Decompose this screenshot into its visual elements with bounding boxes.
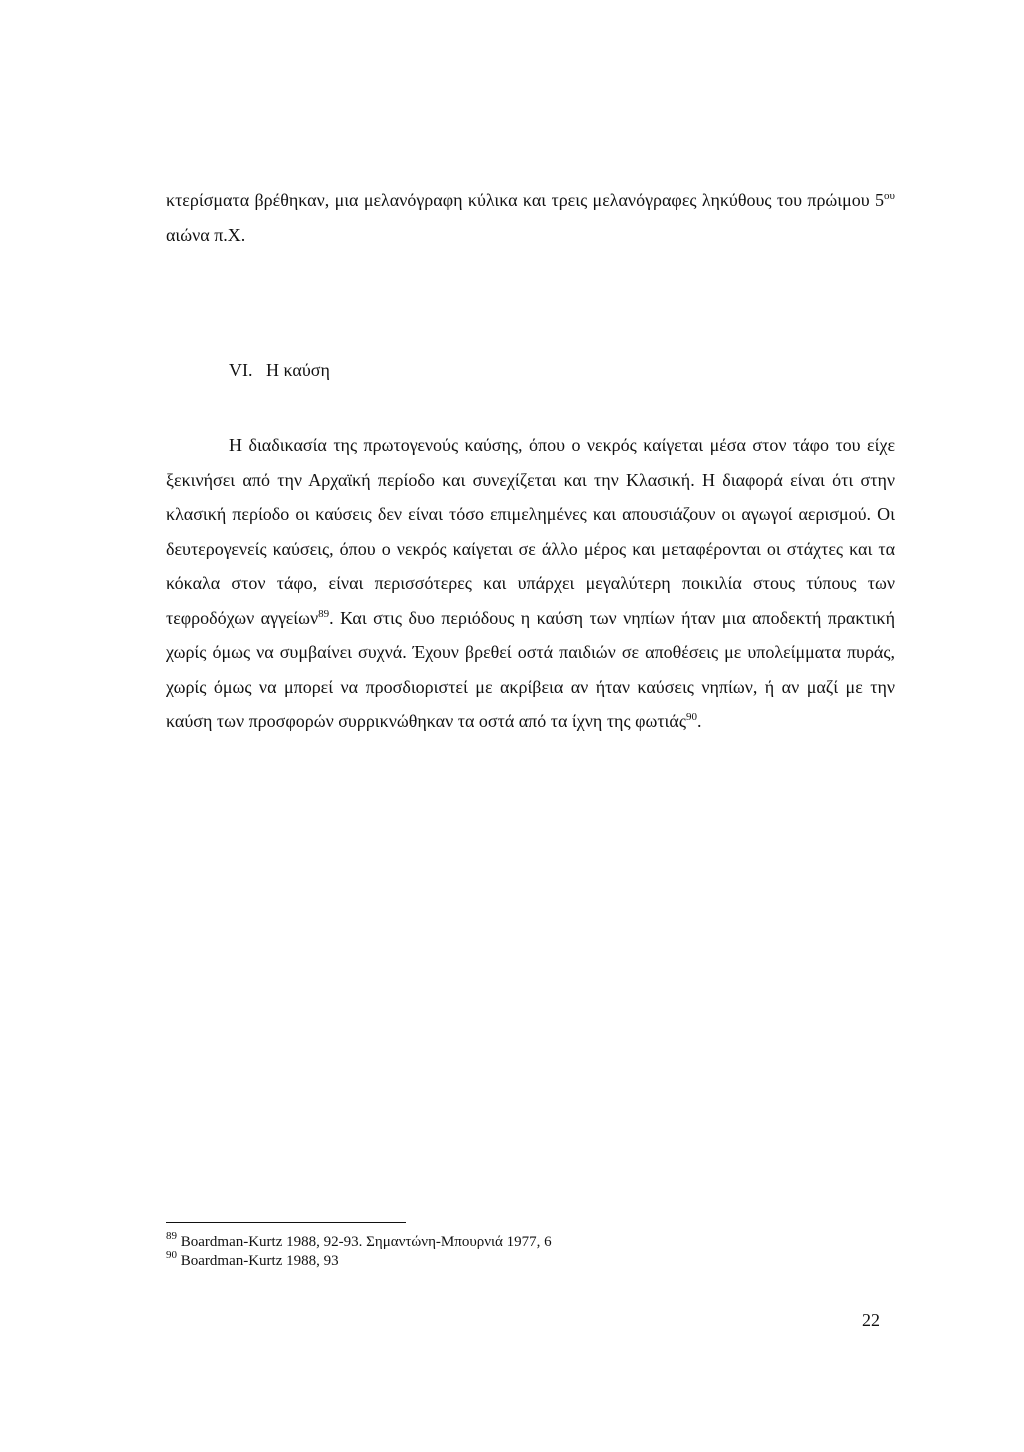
section-title: Η καύση bbox=[266, 360, 330, 380]
paragraph-text-part3: . bbox=[696, 711, 702, 731]
ordinal-suffix: ου bbox=[884, 190, 895, 202]
footnote bbox=[166, 1232, 552, 1252]
footnote bbox=[166, 1251, 339, 1271]
footnote-number: 89 bbox=[166, 1230, 177, 1242]
footnote-text: Boardman-Kurtz 1988, 92-93. Σημαντώνη-Μπουρνιά 1977, 6 bbox=[177, 1234, 552, 1250]
paragraph-text-part2: . Και στις δυο περιόδους η καύση των νηπίων ήταν μια αποδεκτή πρακτική χωρίς όμως να συμβαίνει συχνά. Έχουν βρεθεί οστά παιδιών σε αποθέσεις με υπολείμματα πυράς, χωρίς όμως να μπορεί να προσδιοριστεί με ακρίβεια αν ήταν καύσεις νηπίων, ή αν μαζί με την καύση των προσφορών συρρικνώθηκαν τα οστά από τα ίχνη της φωτιάς bbox=[166, 607, 895, 731]
paragraph-text-tail: αιώνα π.Χ. bbox=[166, 224, 246, 245]
paragraph-continued bbox=[166, 183, 895, 252]
paragraph-text: κτερίσματα βρέθηκαν, μια μελανόγραφη κύλικα και τρεις μελανόγραφες ληκύθους του πρώιμου 5 bbox=[166, 190, 885, 210]
paragraph-main bbox=[166, 428, 895, 739]
footnote-separator bbox=[166, 1222, 406, 1223]
paragraph-text-part1: Η διαδικασία της πρωτογενούς καύσης, όπου ο νεκρός καίγεται μέσα στον τάφο του είχε ξεκινήσει από την Αρχαϊκή περίοδο και συνεχίζεται και την Κλασική. Η διαφορά είναι ότι στην κλασική περίοδο οι καύσεις δεν είναι τόσο επιμελημένες και απουσιάζουν οι αγωγοί αερισμού. Οι δευτερογενείς καύσεις, όπου ο νεκρός καίγεται σε άλλο μέρος και μεταφέρονται οι στάχτες και τα κόκαλα στον τάφο, είναι περισσότερες και υπάρχει μεγαλύτερη ποικιλία στους τύπους των τεφροδόχων αγγείων bbox=[166, 435, 895, 628]
footnote-ref: 89 bbox=[318, 607, 330, 620]
page-number: 22 bbox=[862, 1310, 880, 1330]
section-heading bbox=[229, 358, 330, 382]
footnote-text: Boardman-Kurtz 1988, 93 bbox=[177, 1253, 339, 1269]
section-number: VI. bbox=[229, 360, 253, 380]
footnote-number: 90 bbox=[166, 1249, 177, 1261]
footnote-ref: 90 bbox=[685, 711, 697, 723]
